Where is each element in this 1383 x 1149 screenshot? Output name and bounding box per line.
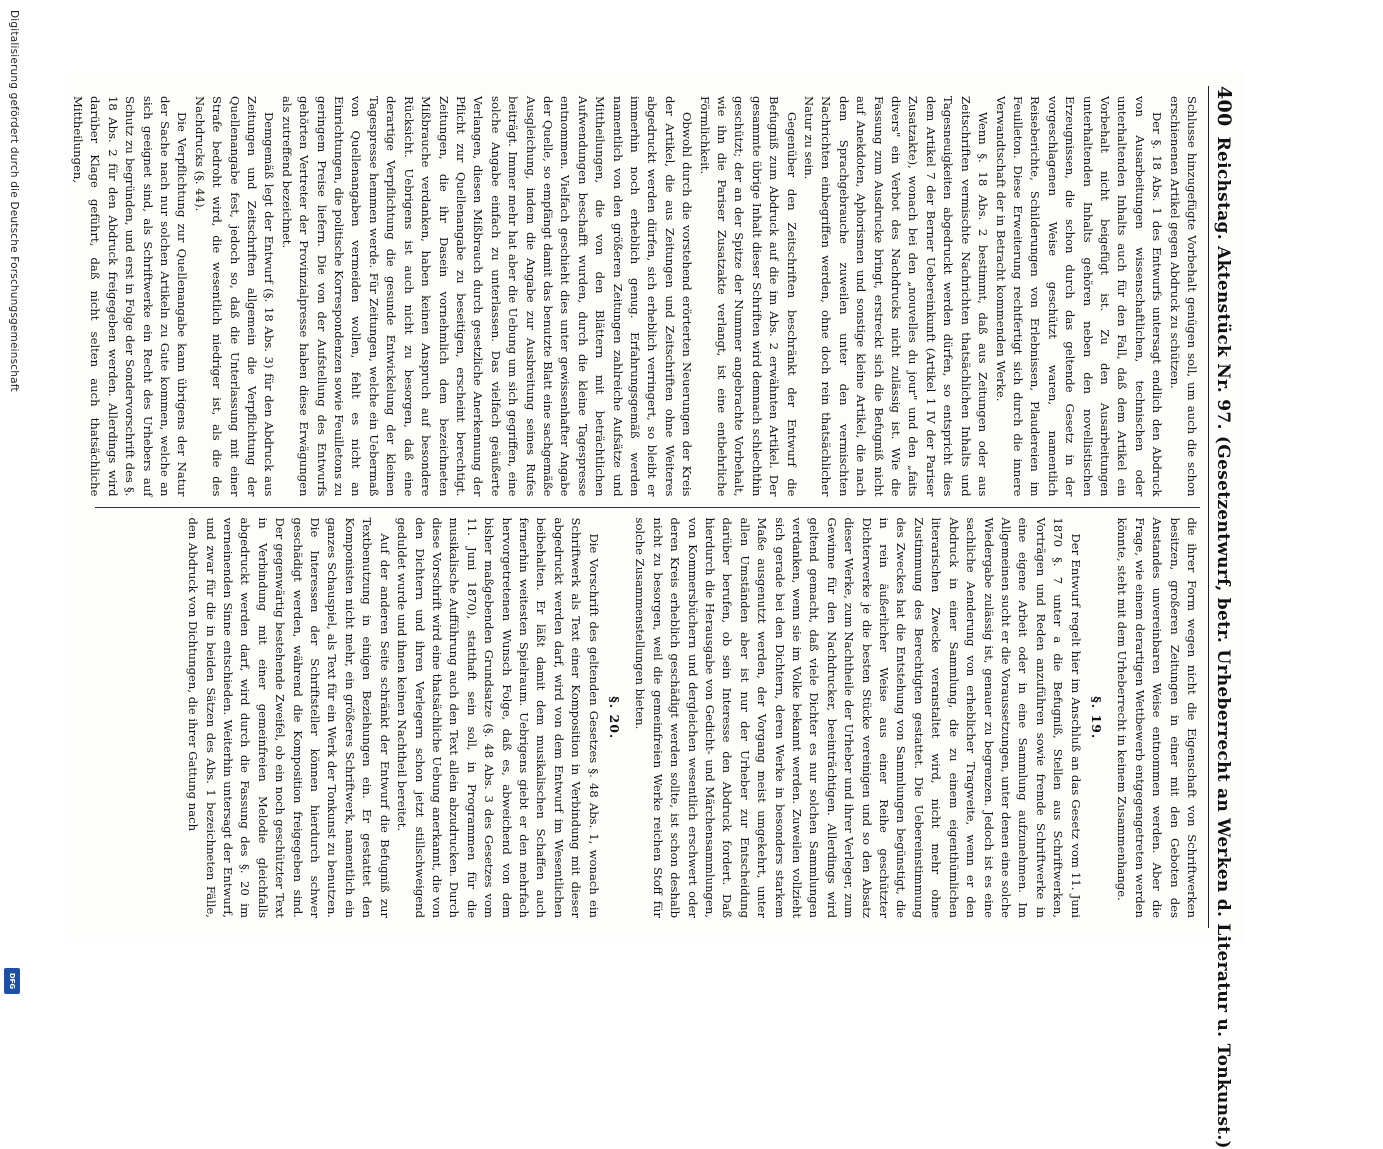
paragraph: Die Verpflichtung zur Quellenangabe kann übrigens der Natur der Sache nach nur solchen Artikeln zu Gute kommen, welche an sich geeignet sind, als Schriftwerke ein Recht des Urhebers auf Schutz zu begründen, und erst in Folge der Sondervorschrift des §. 18 Abs. 2 für den Abdruck freigegeben werden. Allerdings wird darüber Klage geführt, daß nicht selten auch thatsächliche Mittheilungen, [71, 96, 190, 497]
digitization-credit-strip [0, 0, 24, 1000]
running-head [1208, 86, 1235, 1149]
paragraph: Wenn §. 18 Abs. 2 bestimmt, daß aus Zeitungen oder aus Zeitschriften vermischte Nachrichten thatsächlichen Inhalts und Tagesneuigkeiten abgedruckt werden dürfen, so entspricht dies dem Artikel 7 der Berner Uebereinkunft (Artikel 1 IV der Pariser Zusatzakte), wonach bei den „nouvelles du jour" und den „faits divers" ein Verbot des Nachdrucks nicht zulässig ist. Wie die Fassung zum Ausdrucke bringt, erstreckt sich die Befugniß nicht auf Anekdoten, Aphorismen und sonstige kleine Artikel, die nach dem Sprachgebrauche zuweilen unter den vermischten Nachrichten einbegriffen werden, ohne doch rein thatsächlicher Natur zu sein. [802, 96, 991, 497]
digitization-credit-text: Digitalisierung gefördert durch die Deutsche Forschungsgemeinschaft [8, 10, 20, 392]
paragraph: Die Vorschrift des geltenden Gesetzes §. 48 Abs. 1, wonach ein Schriftwerk als Text einer Komposition in Verbindung mit dieser abgedruckt werden darf, wird von dem Entwurf im Wesentlichen beibehalten. Er läßt damit dem musikalischen Schaffen auch fernerhin weitesten Spielraum. Uebrigens giebt er den mehrfach hervorgetretenen Wunsch Folge, daß es, abweichend von dem bisher maßgebenden Grundsatze (§. 48 Abs. 3 des Gesetzes vom 11. Juni 1870), statthaft sein soll, in Programmen für die musikalische Aufführung auch den Text allein abzudrucken. Durch diese Vorschrift wird eine thatsächliche Uebung anerkannt, die von den Dichtern und ihren Verlegern schon jetzt stillschweigend geduldet wurde und ihnen keinen Nachtheil bereitet. [395, 517, 601, 918]
dfg-logo [4, 968, 20, 994]
paragraph: Auf der anderen Seite schränkt der Entwurf die Befugniß zur Textbenutzung in einigen Beziehungen ein. Er gestattet den Komponisten nicht mehr, ein größeres Schriftwerk, namentlich ein ganzes Schauspiel, als Text für ein Werk der Tonkunst zu benutzen. Die Interessen der Schriftsteller können hierdurch schwer geschädigt werden, während die Komposition freigegeben sind. Der gegenwärtig bestehende Zweifel, ob ein noch geschützter Text in Verbindung mit einer gemeinfreien Melodie gleichfalls abgedruckt werden darf, wird durch die Fassung des §. 20 im verneinenden Sinne entschieden. Weiterhin untersagt der Entwurf, und zwar für die in beiden Sätzen des Abs. 1 bezeichneten Fälle, den Abdruck von Dichtungen, die ihrer Gattung nach [186, 517, 392, 918]
section-heading-20: §. 20. [607, 696, 622, 740]
paragraph: Obwohl durch die vorstehend erörterten Neuerungen der Kreis der Artikel, die aus Zeitungen und Zeitschriften ohne Weiteres abgedruckt werden dürfen, sich erheblich verringert, so bleibt er immerhin noch erheblich genug. Erfahrungsgemäß werden namentlich von den größeren Zeitungen zahlreiche Aufsätze und Mittheilungen, die von den Blättern mit beträchtlichen Aufwendungen beschafft wurden, durch die kleine Tagespresse entnommen. Vielfach geschieht dies unter gewissenhafter Angabe der Quelle, so empfängt damit das benutzte Blatt eine sachgemäße Ausgleichung, indem die Angabe zur Ausbreitung seines Rufes beiträgt. Immer mehr hat aber die Uebung um sich gegriffen, eine solche Angabe einfach zu unterlassen. Das vielfach geäußerte Verlangen, diesen Mißbrauch durch gesetzliche Anerkennung der Pflicht zur Quellenangabe zu beseitigen, erscheint berechtigt. Zeitungen, die ihr Dasein vornehmlich dem bezeichneten Mißbrauche verdanken, haben keinen Anspruch auf besondere Rücksicht. Uebrigens ist auch nicht zu besorgen, daß eine derartige Verpflichtung die gesunde Entwickelung der kleinen Tagespresse hemmen werde. Für Zeitungen, welche ein Uebermaß von Quellenangaben vermeiden wollen, fehlt es nicht an Einrichtungen, die politische Korrespondenzen sowie Feuilletons zu geringem Preise liefern. Die von der Aufstellung des Entwurfs gehörten Vertreter der Provinzialpresse haben diese Erwägungen als zutreffend bezeichnet. [279, 96, 695, 497]
paragraph: Der §. 18 Abs. 1 des Entwurfs untersagt endlich den Abdruck von Ausarbeitungen wissenschaftlichen, technischen oder unterhaltenden Inhalts auch für den Fall, daß dem Artikel ein Vorbehalt nicht beigefügt ist. Zu den Ausarbeitungen unterhaltenden Inhalts gehören neben den novellistischen Erzeugnissen, die schon durch das geltende Gesetz in der vorgeschlagenen Weise geschützt waren, namentlich Reiseberichte, Schilderungen von Erlebnissen, Plaudereien im Feuilleton. Diese Erweiterung rechtfertigt sich durch die innere Verwandtschaft der in Betracht kommenden Werke. [993, 96, 1165, 497]
left-column [71, 86, 1200, 507]
paragraph: Der Entwurf regelt hier im Anschluß an das Gesetz vom 11. Juni 1870 §. 7 unter a die Befugniß, Stellen aus Schriftwerken, Vorträgen und Reden anzuführen sowie fremde Schriftwerke in eine eigene Arbeit oder in eine Sammlung aufzunehmen. Im Allgemeinen sucht er die Voraussetzungen, unter denen eine solche Wiedergabe zulässig ist, genauer zu begrenzen. Jedoch ist es eine sachliche Aenderung von erheblicher Tragweite, wenn er den Abdruck in einer Sammlung, die zu einem eigenthümlichen literarischen Zwecke veranstaltet wird, nicht mehr ohne Zustimmung des Berechtigten gestattet. Die Uebereinstimmung des Zweckes hat die Entstehung von Sammlungen begünstigt, die in rein äußerlicher Weise aus einer Reihe geschützter Dichterwerke je die besten Stücke vereinigen und so den Absatz dieser Werke, zum Nachtheile der Urheber und ihrer Verleger, zum Gewinne für den Nachdrucker, beeinträchtigen. Allerdings wird geltend gemacht, daß viele Dichter es nur solchen Sammlungen verdanken, wenn sie im Volke bekannt werden. Zuweilen vollzieht sich gerade bei den Dichtern, deren Werke in besonders starkem Maße ausgenutzt werden, der Vorgang meist umgekehrt, unter allen Umständen aber ist nur der Urheber zur Entscheidung darüber berufen, ob sein Interesse den Abdruck fordert. Daß hierdurch die Herausgabe von Gedicht- und Märchensammlungen, von Kommersbüchern und dergleichen wesentlich erschwert oder deren Kreis erheblich geschädigt werden sollte, ist schon deshalb nicht zu besorgen, weil die gemeinfreien Werke reichen Stoff für solche Zusammenstellungen bieten. [633, 517, 1083, 918]
paragraph: Gegenüber den Zeitschriften beschränkt der Entwurf die Befugniß zum Abdruck auf die im Abs. 2 erwähnten Artikel. Der gesammte übrige Inhalt dieser Schriften wird demnach schlechthin geschützt; der an der Spitze der Nummer angebrachte Vorbehalt, wie ihn die Pariser Zusatzakte verlangt, ist eine entbehrliche Förmlichkeit. [697, 96, 799, 497]
scanned-page [65, 72, 1245, 1149]
text-columns [71, 86, 1200, 928]
dfg-logo-text: DFG [8, 972, 16, 990]
page-header-title: Reichstag. Aktenstück Nr. 97. (Gesetzentwurf, betr. Urheberrecht an Werken d. Literatur u. Tonkunst.) [1213, 136, 1233, 1149]
paragraph: Schlusse hinzugefügte Vorbehalt genügen soll, um auch die schon erschienenen Artikel gegen Abdruck zu schützen. [1167, 96, 1199, 497]
paragraph: die ihrer Form wegen nicht die Eigenschaft von Schriftwerken besitzen, großeren Zeitungen in einer mit den Geboten des Anstandes unvereinbaren Weise entnommen werden. Aber die Frage, wie einem derartigen Wettbewerb entgegengetreten werden könnte, steht mit dem Urheberrecht in keinem Zusammenhange. [1115, 517, 1199, 918]
section-heading-19: §. 19. [1088, 696, 1104, 740]
paragraph: Demgemäß legt der Entwurf (§. 18 Abs. 3) für den Abdruck aus Zeitungen und Zeitschriften allgemein die Verpflichtung der Quellenangabe fest, jedoch so, daß die Unterlassung mit einer Strafe bedroht wird, die wesentlich niedriger ist, als die des Nachdrucks (§. 44). [192, 96, 277, 497]
right-column [95, 507, 1200, 929]
page-number: 400 [1213, 86, 1235, 127]
